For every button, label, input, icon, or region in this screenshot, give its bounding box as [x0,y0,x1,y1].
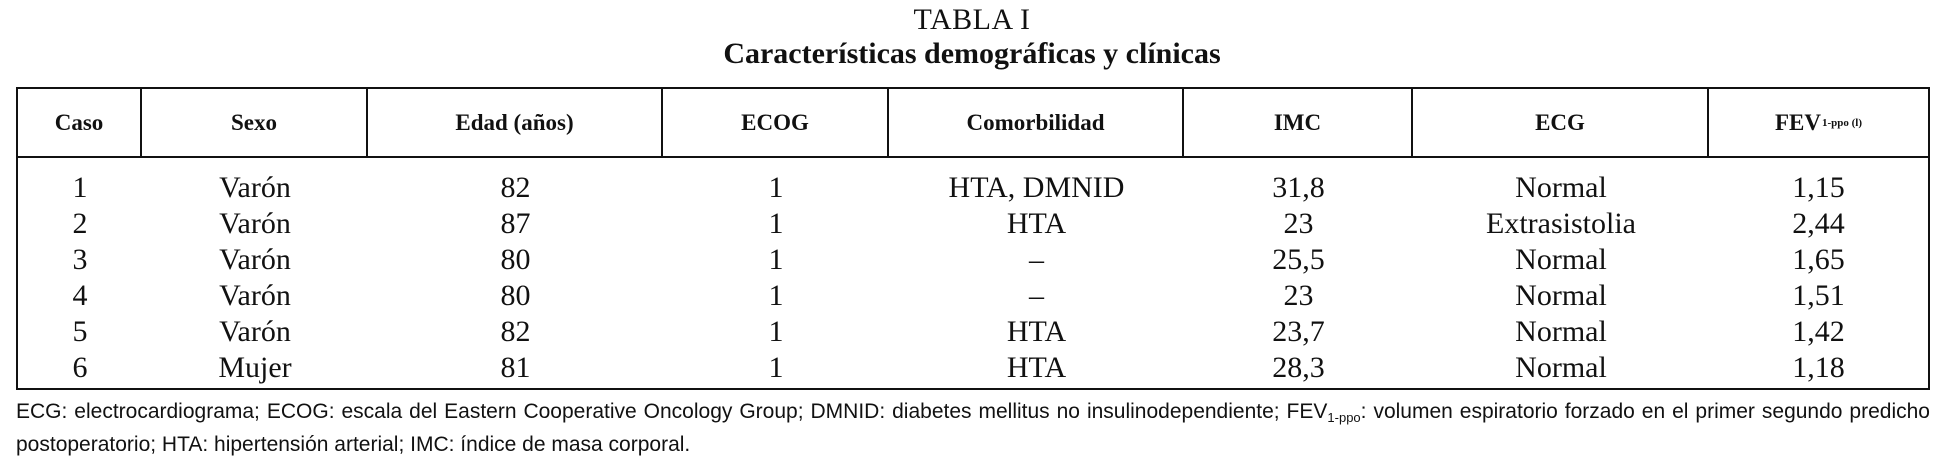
header-ecog: ECOG [663,89,889,156]
table-row [18,278,1928,314]
cell-sexo: Varón [219,279,291,312]
table-title-block [0,4,1944,72]
table-body [18,170,1928,386]
cell-comorbilidad: HTA [1006,351,1067,384]
cell-ecg: Normal [1515,315,1607,348]
cell-ecg: Normal [1515,279,1607,312]
footnote-text-1: ECG: electrocardiograma; ECOG: escala del Eastern Cooperative Oncology Group; DMNID: diabetes mellitus no insulinodependiente; FEV [16,400,1328,423]
cell-edad: 82 [500,171,531,204]
cell-ecg: Extrasistolia [1486,207,1636,240]
cell-sexo: Mujer [218,351,292,384]
header-sexo: Sexo [142,89,368,156]
cell-ecog: 1 [768,207,784,240]
cell-comorbilidad: HTA [1006,207,1067,240]
cell-caso: 3 [72,243,88,276]
cell-ecg: Normal [1515,243,1607,276]
cell-comorbilidad: HTA [1006,315,1067,348]
footnote-subscript: 1-ppo [1327,410,1361,425]
table-caption: Características demográficas y clínicas [723,37,1221,70]
cell-ecog: 1 [768,243,784,276]
header-fev-subscript: 1-ppo (l) [1821,116,1863,129]
demographics-table [16,87,1930,390]
cell-caso: 6 [72,351,88,384]
cell-imc: 23 [1283,279,1314,312]
footnote-text-2: : volumen espiratorio forzado en el primer segundo predicho postoperatorio; HTA: hipertensión arterial; IMC: índice de masa corporal. [16,400,1930,456]
header-ecg: ECG [1413,89,1709,156]
cell-comorbilidad: HTA, DMNID [948,171,1125,204]
table-row [18,206,1928,242]
cell-fev: 1,42 [1792,315,1845,348]
header-comorbilidad: Comorbilidad [889,89,1184,156]
cell-sexo: Varón [219,171,291,204]
cell-comorbilidad: – [1029,279,1044,312]
table-footnote [16,398,1930,458]
table-label: TABLA I [913,3,1031,36]
table-row [18,242,1928,278]
cell-edad: 87 [500,207,531,240]
cell-sexo: Varón [219,315,291,348]
cell-caso: 2 [72,207,88,240]
cell-caso: 5 [72,315,88,348]
cell-comorbilidad: – [1029,243,1044,276]
cell-imc: 23,7 [1272,315,1325,348]
cell-imc: 28,3 [1272,351,1325,384]
cell-sexo: Varón [219,207,291,240]
cell-imc: 31,8 [1272,171,1325,204]
cell-caso: 1 [72,171,88,204]
cell-edad: 81 [500,351,531,384]
header-imc: IMC [1184,89,1413,156]
cell-edad: 82 [500,315,531,348]
table-row [18,314,1928,350]
cell-imc: 23 [1283,207,1314,240]
cell-ecog: 1 [768,351,784,384]
cell-fev: 2,44 [1792,207,1845,240]
table-row [18,170,1928,206]
cell-ecog: 1 [768,171,784,204]
table-row [18,350,1928,386]
cell-fev: 1,51 [1792,279,1845,312]
cell-caso: 4 [72,279,88,312]
cell-imc: 25,5 [1272,243,1325,276]
cell-edad: 80 [500,279,531,312]
cell-ecg: Normal [1515,351,1607,384]
header-fev-main: FEV [1774,109,1821,135]
table-header-row [18,89,1928,158]
cell-ecog: 1 [768,279,784,312]
cell-fev: 1,65 [1792,243,1845,276]
header-caso: Caso [18,89,142,156]
cell-sexo: Varón [219,243,291,276]
cell-ecog: 1 [768,315,784,348]
header-fev [1709,89,1928,156]
cell-edad: 80 [500,243,531,276]
cell-ecg: Normal [1515,171,1607,204]
header-edad: Edad (años) [368,89,663,156]
cell-fev: 1,15 [1792,171,1845,204]
cell-fev: 1,18 [1792,351,1845,384]
